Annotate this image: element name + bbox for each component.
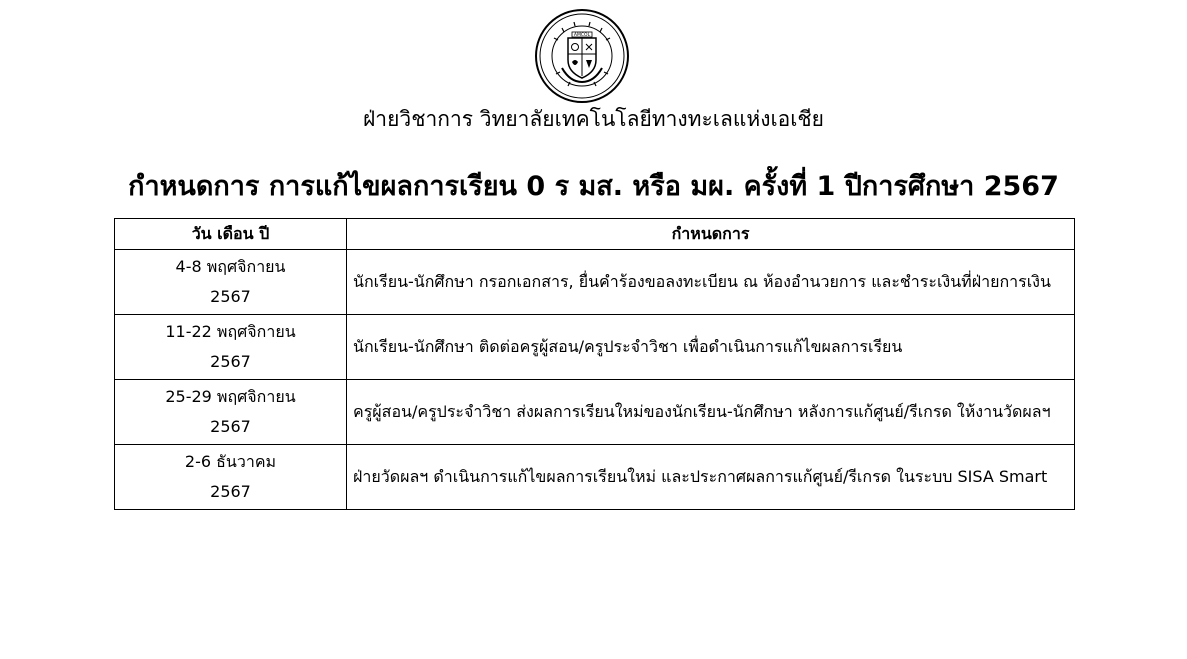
date-range: 2-6 ธันวาคม (184, 452, 277, 471)
date-range: 25-29 พฤศจิกายน (165, 387, 296, 406)
date-year: 2567 (210, 287, 251, 306)
task-cell: นักเรียน-นักศึกษา ติดต่อครูผู้สอน/ครูประจำวิชา เพื่อดำเนินการแก้ไขผลการเรียน (347, 315, 1075, 380)
column-header-date: วัน เดือน ปี (115, 219, 347, 250)
table-row (115, 250, 1075, 315)
table-header-row (115, 219, 1075, 250)
task-cell: ครูผู้สอน/ครูประจำวิชา ส่งผลการเรียนใหม่ของนักเรียน-นักศึกษา หลังการแก้ศูนย์/รีเกรด ให้งานวัดผลฯ (347, 380, 1075, 445)
table-row (115, 315, 1075, 380)
task-cell: นักเรียน-นักศึกษา กรอกเอกสาร, ยื่นคำร้องขอลงทะเบียน ณ ห้องอำนวยการ และชำระเงินที่ฝ่ายการเงิน (347, 250, 1075, 315)
college-seal-icon (534, 8, 630, 104)
table-row (115, 445, 1075, 510)
date-year: 2567 (210, 352, 251, 371)
department-name: ฝ่ายวิชาการ วิทยาลัยเทคโนโลยีทางทะเลแห่งเอเชีย (363, 107, 824, 131)
date-cell (115, 315, 347, 380)
date-year: 2567 (210, 482, 251, 501)
date-range: 4-8 พฤศจิกายน (175, 257, 286, 276)
date-year: 2567 (210, 417, 251, 436)
page-title: กำหนดการ การแก้ไขผลการเรียน 0 ร มส. หรือ มผ. ครั้งที่ 1 ปีการศึกษา 2567 (128, 171, 1059, 202)
date-cell (115, 445, 347, 510)
table-row (115, 380, 1075, 445)
date-cell (115, 250, 347, 315)
column-header-schedule: กำหนดการ (347, 219, 1075, 250)
task-cell: ฝ่ายวัดผลฯ ดำเนินการแก้ไขผลการเรียนใหม่ และประกาศผลการแก้ศูนย์/รีเกรด ในระบบ SISA Smart (347, 445, 1075, 510)
svg-text:AMCOL: AMCOL (573, 33, 591, 39)
schedule-table (114, 218, 1075, 510)
date-range: 11-22 พฤศจิกายน (165, 322, 296, 341)
date-cell (115, 380, 347, 445)
